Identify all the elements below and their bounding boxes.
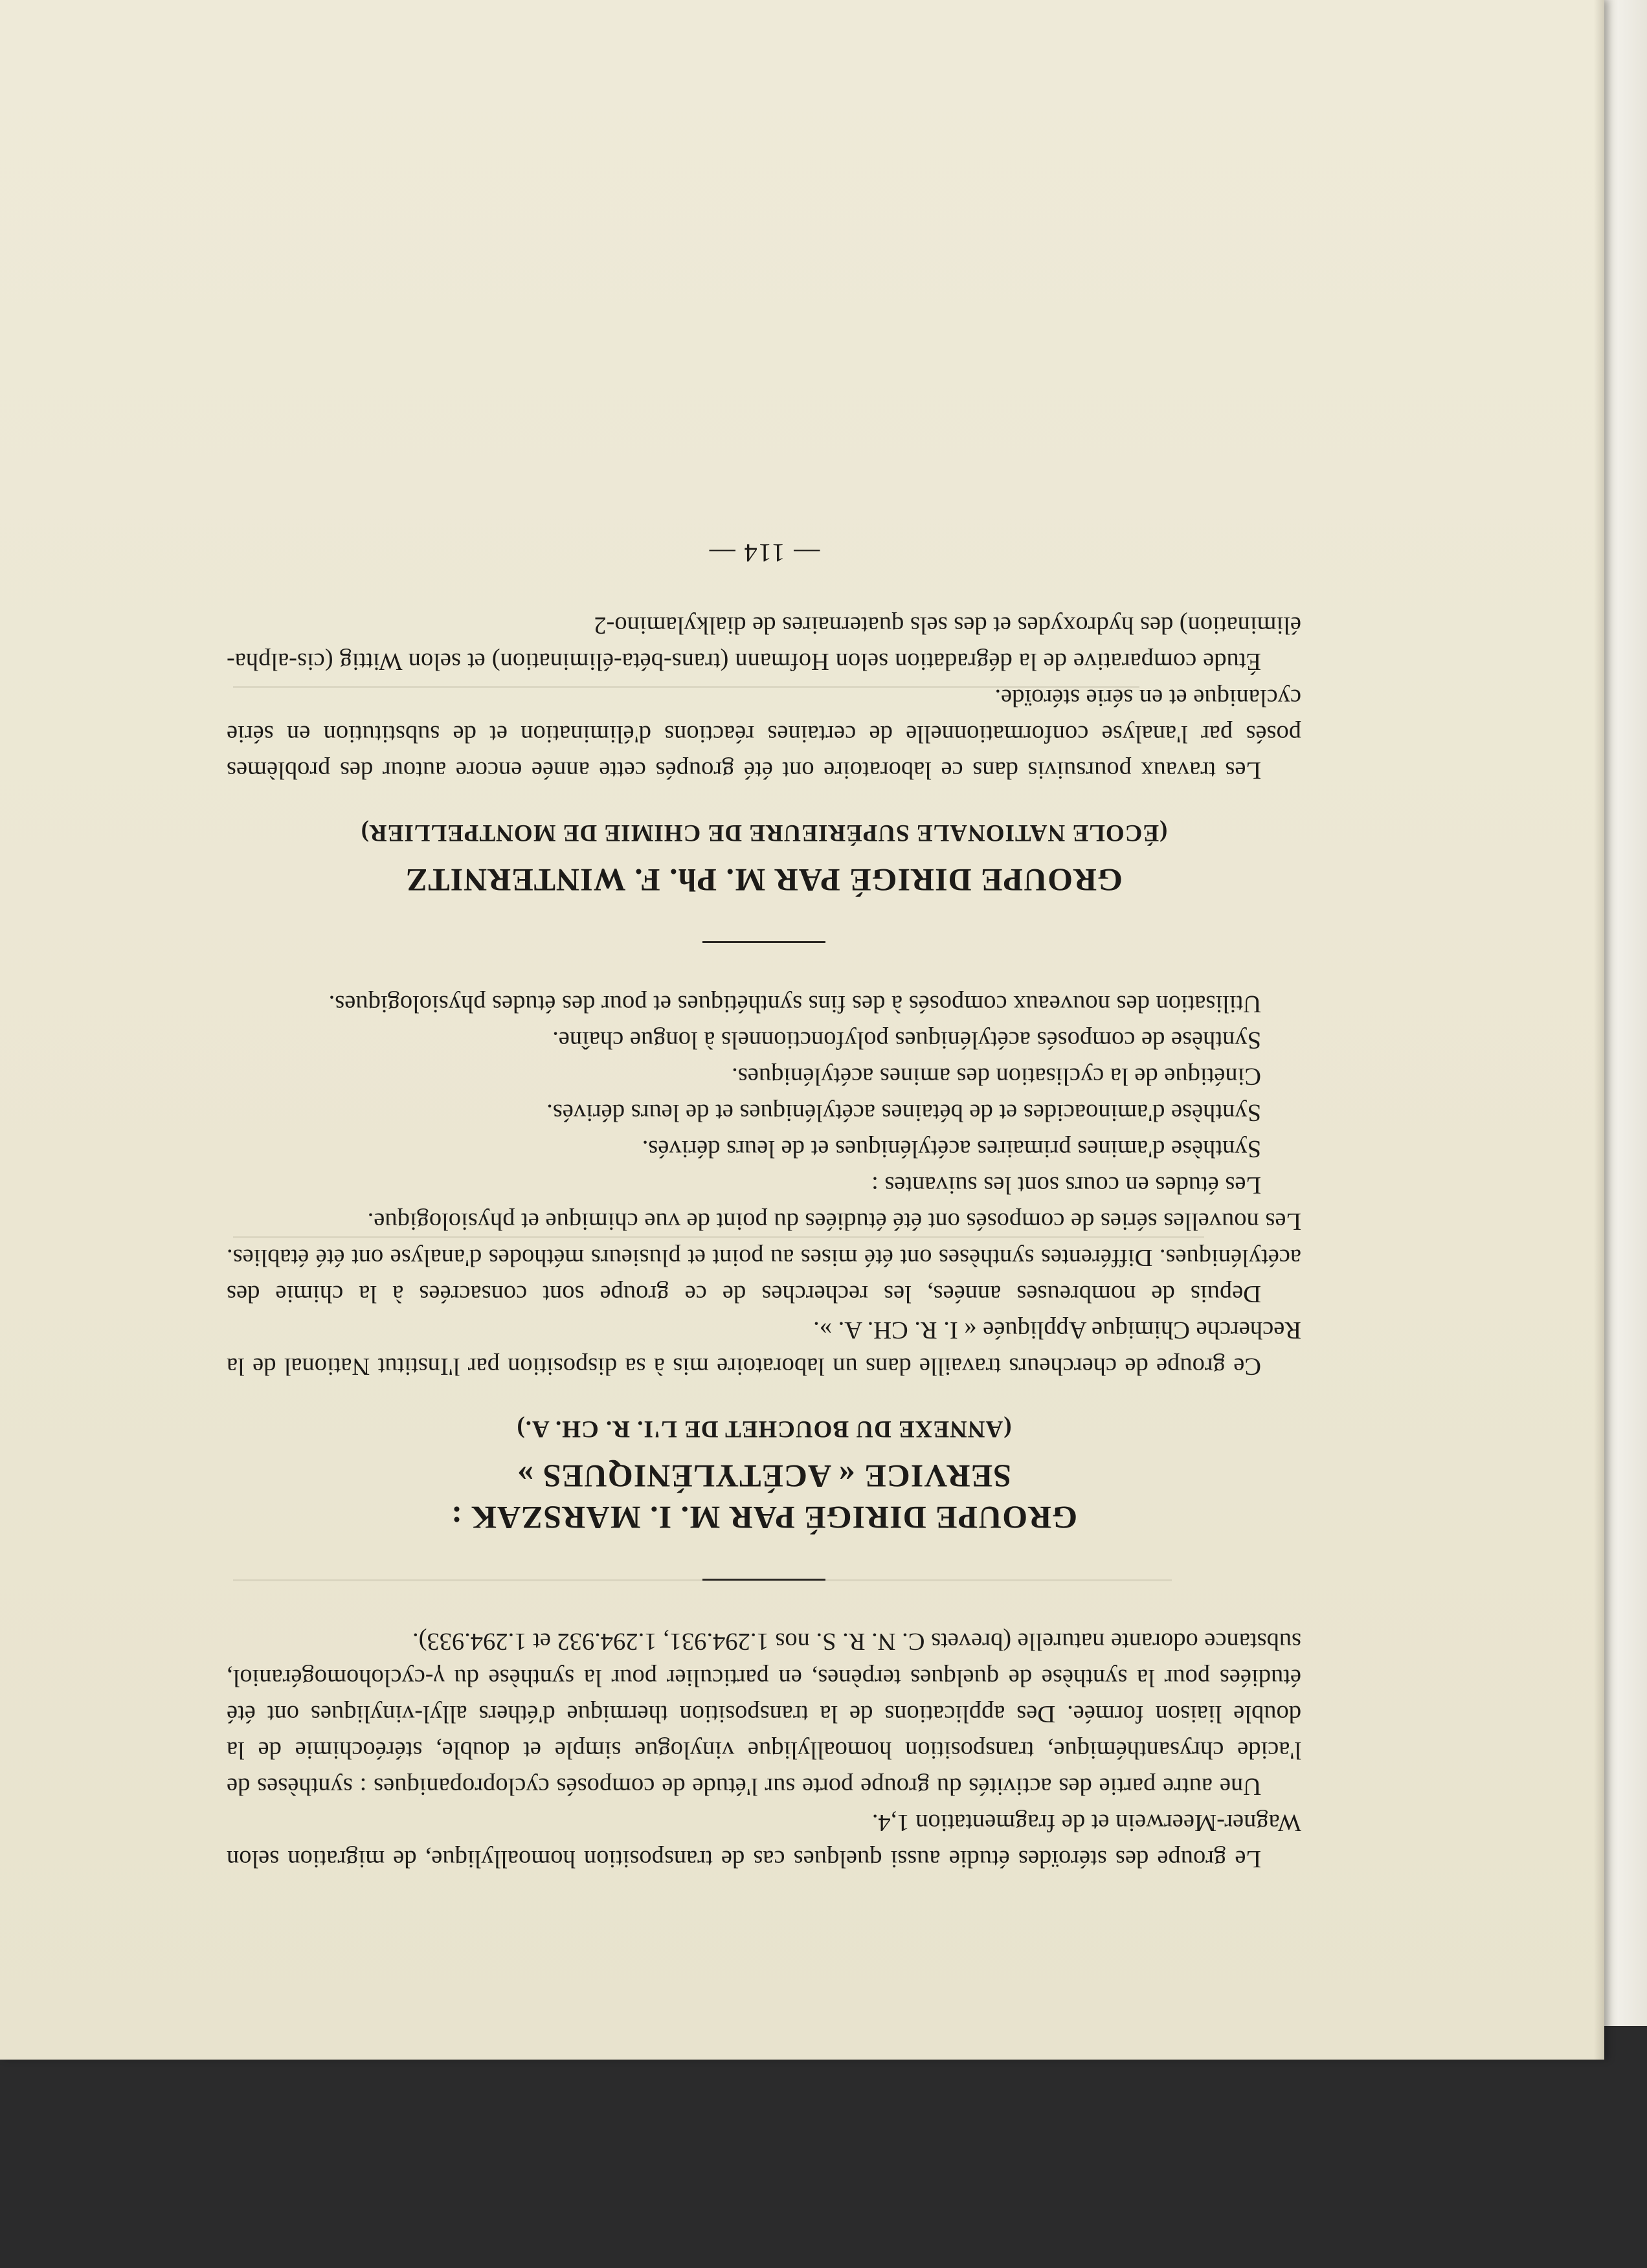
list-item: Synthèse d'amines primaires acétyléniques et de leurs dérivés. xyxy=(642,1135,1261,1162)
paragraph: Ce groupe de chercheurs travaille dans un laboratoire mis à sa disposition par l'Institut National de la Recherche Chimique Appliquée « I. R. CH. A. ». xyxy=(227,1317,1301,1380)
section-heading: SERVICE « ACÉTYLÉNIQUES » xyxy=(517,1458,1011,1495)
marszak-section xyxy=(227,986,1301,1539)
paragraph: Les travaux poursuivis dans ce laboratoire ont été groupés cette année encore autour des problèmes posés par l'analyse conformationnelle de certaines réactions d'élimination et de substitution en série cyclanique et en série stéroïde. xyxy=(227,684,1301,784)
paragraph: Une autre partie des activités du groupe porte sur l'étude de composés cyclopropaniques : synthèses de l'acide chrysanthémique, transposition homoallylique vinylogue simple et double, stéréochimie de la double liaison formée. Des applications de la transposition thermique d'éthers allyl-vinyliques ont été étudiées pour la synthèse de quelques terpènes, en particulier pour la synthèse du γ-cyclohomogéraniol, substance odorante naturelle (brevets C. N. R. S. nos 1.294.931, 1.294.932 et 1.294.933). xyxy=(227,1628,1301,1800)
section-heading: GROUPE DIRIGÉ PAR M. Ph. F. WINTERNITZ xyxy=(405,862,1123,898)
list-item: Utilisation des nouveaux composés à des fins synthétiques et pour des études physiologiques. xyxy=(328,990,1261,1017)
page-number: — 114 — xyxy=(708,539,820,568)
paragraph: Depuis de nombreuses années, les recherches de ce groupe sont consacrées à la chimie des acétyléniques. Différentes synthèses ont été mises au point et plusieurs méthodes d'analyse ont été établies. Les nouvelles séries de composés ont été étudiées du point de vue chimique et physiologique. xyxy=(227,1208,1301,1307)
paragraph: Les études en cours sont les suivantes : xyxy=(871,1172,1261,1199)
section-subheading: (ANNEXE DU BOUCHET DE L'I. R. CH. A.) xyxy=(516,1416,1012,1442)
list-item: Cinétique de la cyclisation des amines acétyléniques. xyxy=(732,1063,1261,1090)
section-heading: GROUPE DIRIGÉ PAR M. I. MARSZAK : xyxy=(450,1500,1078,1536)
section-divider xyxy=(702,941,825,943)
preceding-section xyxy=(227,1623,1301,1877)
winternitz-section xyxy=(227,607,1301,901)
list-item: Synthèse d'aminoacides et de bétaines acétyléniques et de leurs dérivés. xyxy=(546,1099,1261,1126)
section-subheading: (ÉCOLE NATIONALE SUPÉRIEURE DE CHIMIE DE MONTPELLIER) xyxy=(360,819,1168,846)
section-divider xyxy=(702,1579,825,1581)
paragraph: Étude comparative de la dégradation selon Hofmann (trans-béta-élimination) et selon Wittig (cis-alpha-élimination) des hydroxydes et des sels quaternaires de dialkylamino-2 xyxy=(227,612,1301,675)
scanner-lid-strip xyxy=(1599,0,1647,2026)
page-edge-shadow xyxy=(1594,0,1604,2060)
paragraph: Le groupe des stéroïdes étudie aussi quelques cas de transposition homoallylique, de migration selon Wagner-Meerwein et de fragmentation 1,4. xyxy=(227,1809,1301,1873)
list-item: Synthèse de composés acétyléniques polyfonctionnels à longue chaîne. xyxy=(552,1027,1261,1054)
upside-down-text-block xyxy=(227,207,1301,1877)
